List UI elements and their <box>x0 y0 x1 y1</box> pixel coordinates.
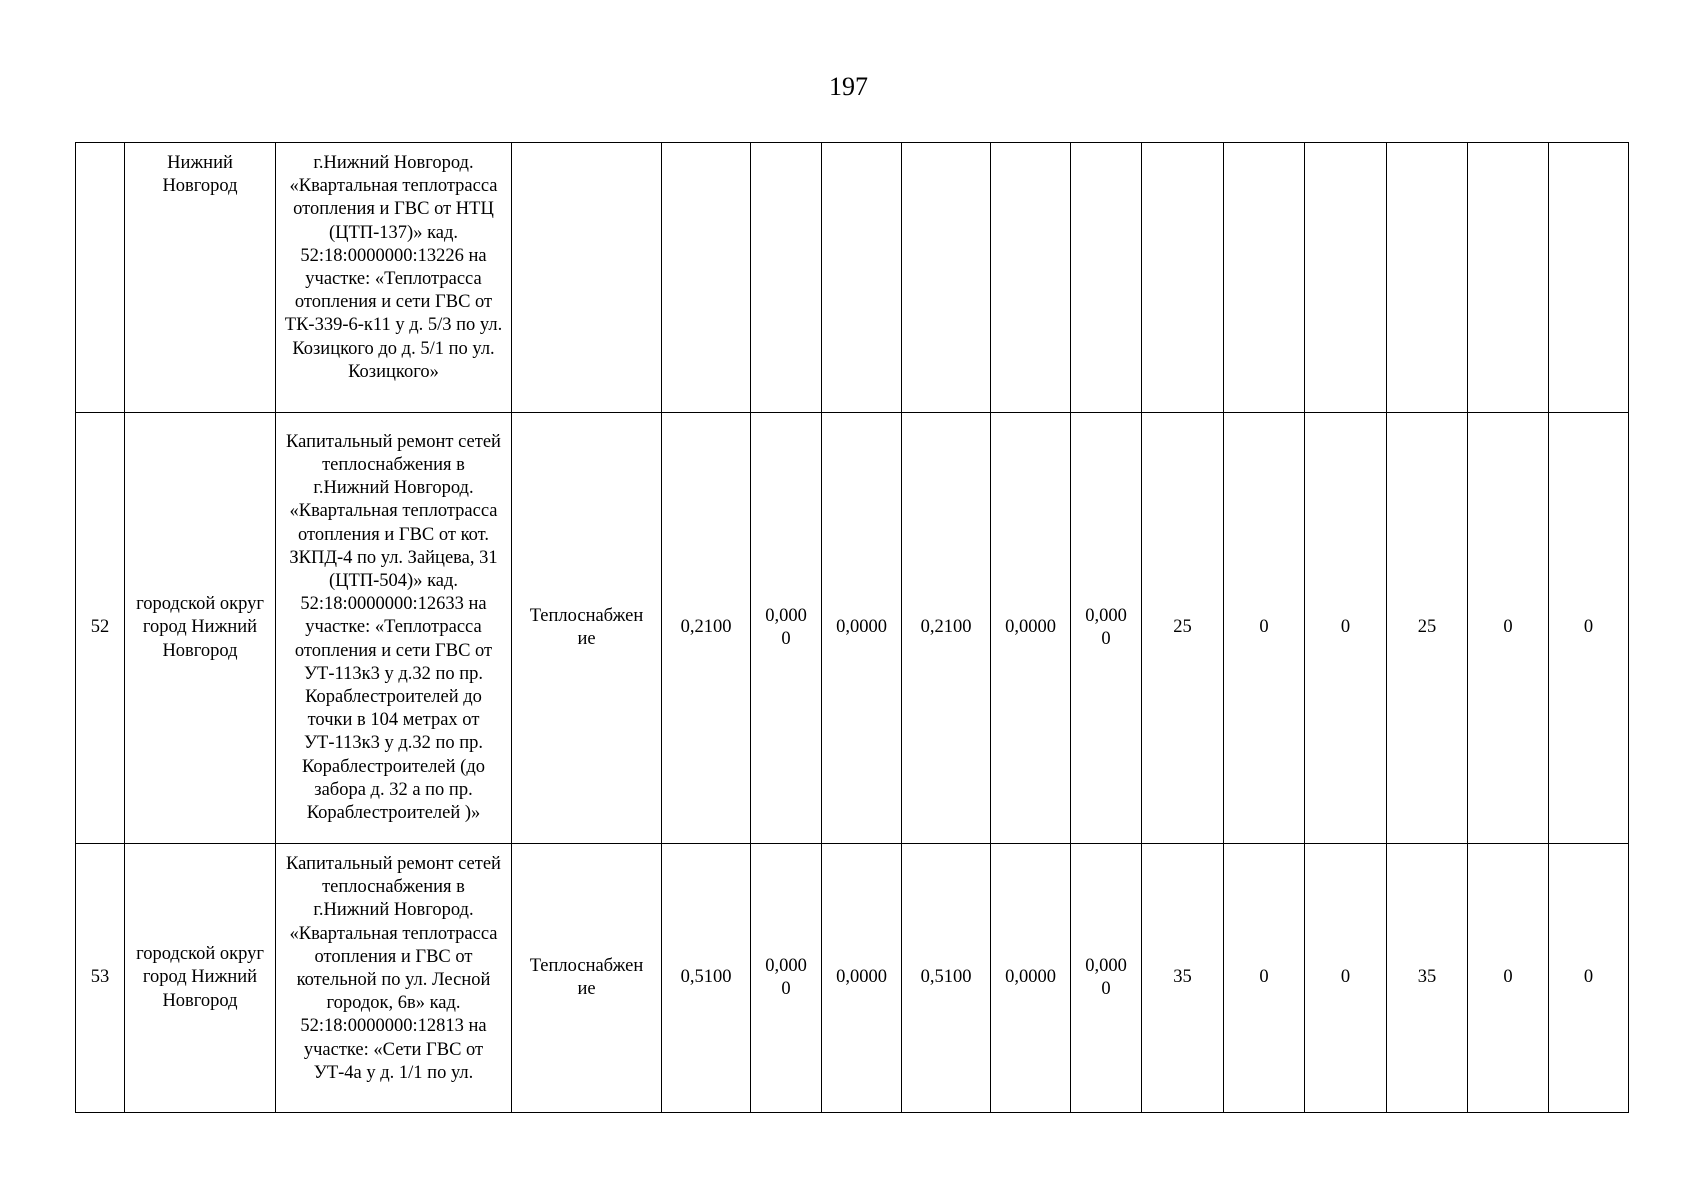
cell-number: 53 <box>76 844 125 1113</box>
cell-value-6 <box>1071 844 1142 1113</box>
cell-value-4 <box>902 143 991 413</box>
cell-value-12 <box>1549 143 1629 413</box>
cell-value-6-line2: 0 <box>1101 979 1111 999</box>
cell-value-2 <box>751 413 822 844</box>
table-row <box>76 143 1629 413</box>
cell-value-1: 0,5100 <box>662 844 751 1113</box>
cell-value-12: 0 <box>1549 413 1629 844</box>
cell-value-10: 35 <box>1387 844 1468 1113</box>
cell-value-2-line2: 0 <box>781 629 791 649</box>
cell-service-line2: ие <box>577 629 596 649</box>
cell-description: Капитальный ремонт сетей теплоснабжения в г.Нижний Новгород. «Квартальная теплотрасса отопления и ГВС от котельной по ул. Лесной городок, 6в» кад. 52:18:0000000:12813 на участке: «Сети ГВС от УТ-4а у д. 1/1 по ул. <box>276 844 512 1113</box>
cell-value-8: 0 <box>1224 413 1305 844</box>
cell-service-line1: Теплоснабжен <box>529 955 644 976</box>
table-row <box>76 413 1629 844</box>
cell-value-9 <box>1305 143 1387 413</box>
cell-value-9: 0 <box>1305 844 1387 1113</box>
cell-municipality: городской округ город Нижний Новгород <box>125 413 276 844</box>
cell-service <box>512 413 662 844</box>
cell-value-5: 0,0000 <box>991 413 1071 844</box>
cell-value-5: 0,0000 <box>991 844 1071 1113</box>
cell-value-12: 0 <box>1549 844 1629 1113</box>
cell-service-line2: ие <box>577 979 596 999</box>
cell-value-7: 35 <box>1142 844 1224 1113</box>
cell-value-9: 0 <box>1305 413 1387 844</box>
cell-value-11 <box>1468 143 1549 413</box>
cell-municipality: Нижний Новгород <box>125 143 276 413</box>
cell-value-7 <box>1142 143 1224 413</box>
cell-value-1 <box>662 143 751 413</box>
cell-value-3: 0,0000 <box>822 844 902 1113</box>
cell-value-2-line2: 0 <box>781 979 791 999</box>
cell-value-6 <box>1071 413 1142 844</box>
cell-value-1: 0,2100 <box>662 413 751 844</box>
cell-value-2-line1: 0,000 <box>765 955 807 976</box>
cell-value-10: 25 <box>1387 413 1468 844</box>
cell-value-11: 0 <box>1468 844 1549 1113</box>
cell-municipality: городской округ город Нижний Новгород <box>125 844 276 1113</box>
cell-service <box>512 143 662 413</box>
cell-description: Капитальный ремонт сетей теплоснабжения в г.Нижний Новгород. «Квартальная теплотрасса отопления и ГВС от кот. ЗКПД-4 по ул. Зайцева, 31 (ЦТП-504)» кад. 52:18:0000000:12633 на участке: «Теплотрасса отопления и сети ГВС от УТ-113к3 у д.32 по пр. Кораблестроителей до точки в 104 метрах от УТ-113к3 у д.32 по пр. Кораблестроителей (до забора д. 32 а по пр. Кораблестроителей )» <box>276 413 512 844</box>
cell-number: 52 <box>76 413 125 844</box>
cell-value-4: 0,5100 <box>902 844 991 1113</box>
page-number: 197 <box>829 72 868 101</box>
cell-value-6 <box>1071 143 1142 413</box>
cell-value-7: 25 <box>1142 413 1224 844</box>
cell-value-2 <box>751 143 822 413</box>
cell-value-6-line1: 0,000 <box>1085 605 1127 626</box>
cell-value-10 <box>1387 143 1468 413</box>
cell-value-8: 0 <box>1224 844 1305 1113</box>
cell-value-6-line2: 0 <box>1101 629 1111 649</box>
cell-service-line1: Теплоснабжен <box>529 605 644 626</box>
cell-value-8 <box>1224 143 1305 413</box>
cell-number <box>76 143 125 413</box>
cell-value-6-line1: 0,000 <box>1085 955 1127 976</box>
data-table <box>75 142 1629 1113</box>
cell-value-11: 0 <box>1468 413 1549 844</box>
cell-value-3: 0,0000 <box>822 413 902 844</box>
cell-value-2-line1: 0,000 <box>765 605 807 626</box>
cell-service <box>512 844 662 1113</box>
table-row <box>76 844 1629 1113</box>
cell-value-5 <box>991 143 1071 413</box>
cell-description: г.Нижний Новгород. «Квартальная теплотрасса отопления и ГВС от НТЦ (ЦТП-137)» кад. 52:18:0000000:13226 на участке: «Теплотрасса отопления и сети ГВС от ТК-339-6-к11 у д. 5/3 по ул. Козицкого до д. 5/1 по ул. Козицкого» <box>276 143 512 413</box>
cell-value-3 <box>822 143 902 413</box>
cell-value-2 <box>751 844 822 1113</box>
cell-value-4: 0,2100 <box>902 413 991 844</box>
